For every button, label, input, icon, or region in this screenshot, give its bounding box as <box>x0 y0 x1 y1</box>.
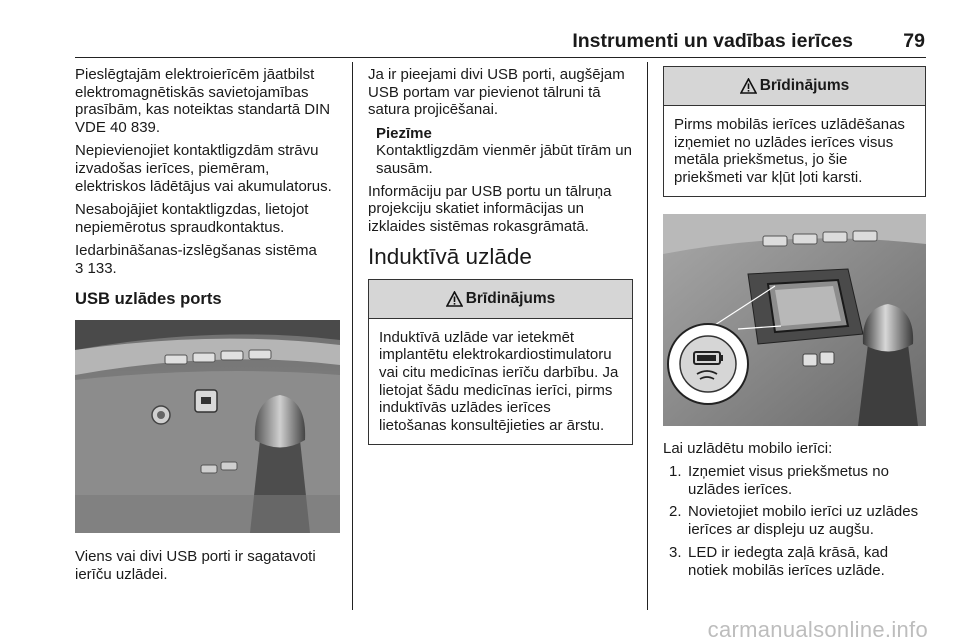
column-2 <box>368 66 633 445</box>
paragraph-usb-projection: Ja ir pieejami divi USB porti, augšējam USB portam var pievienot tālruni tā satura projicēšanai. <box>368 66 625 119</box>
step-text: Novietojiet mobilo ierīci uz uzlādes ierīces ar displeju uz augšu. <box>688 503 919 539</box>
step-number: 1. <box>669 463 682 481</box>
reference-arrow-icon: 3 <box>75 259 84 277</box>
note-block <box>368 125 633 178</box>
page-reference-link[interactable]: 133. <box>87 259 117 277</box>
paragraph-no-current-devices: Nepievienojiet kontaktligzdām strāvu izvadošas ierīces, piemēram, elektriskos lādētājus vai akumulatorus. <box>75 142 332 195</box>
paragraph-usb-info: Informāciju par USB portu un tālruņa projekciju skatiet informācijas un izklaides sistēmas rokasgrāmatā. <box>368 182 612 236</box>
warning-triangle-icon <box>740 78 757 94</box>
step-text: Izņemiet visus priekšmetus no uzlādes ierīces. <box>688 463 889 498</box>
column-divider-1 <box>352 62 353 610</box>
list-item <box>663 463 926 498</box>
warning-header <box>664 67 925 106</box>
charging-steps <box>663 463 926 579</box>
warning-box-metal <box>663 66 926 197</box>
inductive-charger-figure <box>663 214 926 426</box>
warning-triangle-icon <box>446 291 463 307</box>
warning-title: Brīdinājums <box>465 289 556 307</box>
warning-box-pacemaker <box>368 279 633 445</box>
watermark: carmanualsonline.info <box>707 617 928 642</box>
paragraph-emc: Pieslēgtajām elektroierīcēm jāatbilst elektromagnētiskās savietojamības prasībām, kas noteiktas standartā DIN VDE 40 839. <box>75 66 331 137</box>
column-1 <box>75 66 340 589</box>
list-item <box>663 503 926 538</box>
step-number: 3. <box>669 543 682 561</box>
step-text: LED ir iedegta zaļā krāsā, kad notiek mobilās ierīces uzlāde. <box>688 543 889 579</box>
note-text: Kontaktligzdām vienmēr jābūt tīrām un sausām. <box>376 142 632 178</box>
warning-title: Brīdinājums <box>759 77 850 95</box>
note-title: Piezīme <box>376 124 432 142</box>
column-3 <box>663 66 926 584</box>
start-stop-text: Iedarbināšanas-izslēgšanas sistēma <box>75 241 317 259</box>
header-rule <box>75 57 926 58</box>
usb-port-figure <box>75 320 340 533</box>
step-number: 2. <box>669 503 682 521</box>
page-title: Instrumenti un vadības ierīces <box>572 30 853 52</box>
page-header <box>75 30 925 52</box>
paragraph-start-stop <box>75 242 340 277</box>
charging-intro: Lai uzlādētu mobilo ierīci: <box>663 439 833 457</box>
page-number: 79 <box>903 30 925 52</box>
warning-text: Pirms mobilās ierīces uzlādēšanas izņemiet no uzlādes ierīces visus metāla priekšmetus, jo šie priekšmeti var kļūt ļoti karsti. <box>674 116 905 187</box>
usb-caption: Viens vai divi USB porti ir sagatavoti ierīču uzlādei. <box>75 547 316 583</box>
list-item <box>663 544 926 579</box>
inductive-charging-heading: Induktīvā uzlāde <box>368 243 532 269</box>
paragraph-no-damage: Nesabojājiet kontaktligzdas, lietojot nepiemērotus spraudkontaktus. <box>75 200 309 236</box>
column-divider-2 <box>647 62 648 610</box>
warning-header <box>369 280 632 319</box>
warning-text: Induktīvā uzlāde var ietekmēt implantētu elektrokardiostimulatoru vai citu medicīnas ierīču darbību. Ja lietojat šādu medicīnas ierīci, pirms induktīvās uzlādes ierīces lietošanas konsultējieties ar ārstu. <box>379 328 619 435</box>
usb-heading: USB uzlādes ports <box>75 289 222 309</box>
